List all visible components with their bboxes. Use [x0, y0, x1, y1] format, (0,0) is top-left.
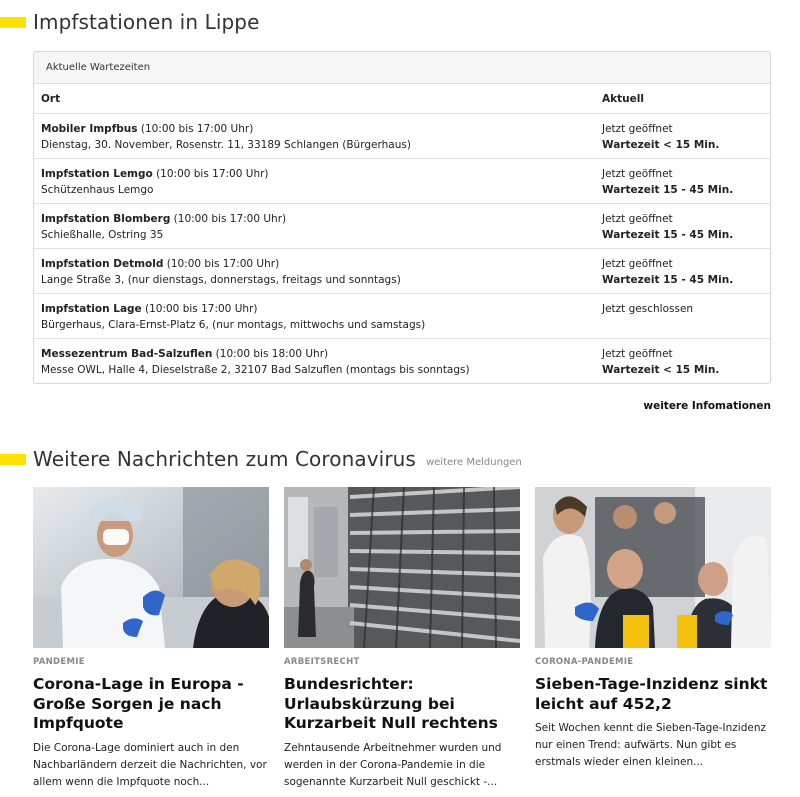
table-header-row: [34, 84, 770, 114]
further-info-link[interactable]: weitere Infomationen: [643, 400, 771, 412]
table-row: [34, 159, 770, 204]
station-wait: Wartezeit < 15 Min.: [602, 364, 720, 376]
accent-bar: [0, 454, 26, 465]
station-wait: Wartezeit 15 - 45 Min.: [602, 229, 734, 241]
news-headline[interactable]: Corona-Lage in Europa - Große Sorgen je nach Impfquote: [33, 675, 244, 732]
station-status: Jetzt geöffnet: [602, 213, 673, 225]
column-header-ort: Ort: [41, 93, 61, 105]
station-status: Jetzt geöffnet: [602, 123, 673, 135]
station-status: Jetzt geöffnet: [602, 258, 673, 270]
news-category: CORONA-PANDEMIE: [535, 657, 634, 667]
section-title: Impfstationen in Lippe: [33, 10, 260, 34]
station-address: Dienstag, 30. November, Rosenstr. 11, 33189 Schlangen (Bürgerhaus): [41, 139, 411, 151]
news-teaser: Die Corona-Lage dominiert auch in den Nachbarländern derzeit die Nachrichten, vor allem wenn die Impfquote noch...: [33, 741, 267, 788]
table-row: [34, 204, 770, 249]
station-address: Messe OWL, Halle 4, Dieselstraße 2, 32107 Bad Salzuflen (montags bis sonntags): [41, 364, 470, 376]
station-status: Jetzt geöffnet: [602, 348, 673, 360]
waiting-times-table: [33, 51, 771, 384]
news-card[interactable]: [535, 487, 771, 771]
section-heading-corona-news: [0, 444, 522, 474]
news-card[interactable]: [284, 487, 520, 791]
station-address: Schützenhaus Lemgo: [41, 184, 154, 196]
station-status: Jetzt geöffnet: [602, 168, 673, 180]
station-hours: (10:00 bis 17:00 Uhr): [141, 303, 258, 315]
news-image-testing[interactable]: [33, 487, 269, 648]
station-name: Mobiler Impfbus: [41, 123, 138, 135]
section-title: Weitere Nachrichten zum Coronavirus: [33, 447, 416, 471]
news-headline[interactable]: Sieben-Tage-Inzidenz sinkt leicht auf 452,2: [535, 675, 768, 713]
news-teaser: Seit Wochen kennt die Sieben-Tage-Inzidenz nur einen Trend: aufwärts. Nun gibt es erstmals wieder einen kleinen...: [535, 722, 767, 768]
station-address: Lange Straße 3, (nur dienstags, donnerstags, freitags und sonntags): [41, 274, 401, 286]
station-hours: (10:00 bis 17:00 Uhr): [163, 258, 280, 270]
station-name: Impfstation Blomberg: [41, 213, 171, 225]
table-row: [34, 114, 770, 159]
news-image-shutter[interactable]: [284, 487, 520, 648]
station-wait: Wartezeit 15 - 45 Min.: [602, 184, 734, 196]
table-row: [34, 249, 770, 294]
section-heading-impfstationen: [0, 7, 259, 37]
station-address: Schießhalle, Ostring 35: [41, 229, 164, 241]
table-row: [34, 294, 770, 339]
news-category: PANDEMIE: [33, 657, 85, 667]
station-name: Impfstation Detmold: [41, 258, 164, 270]
station-status: Jetzt geschlossen: [602, 303, 694, 315]
station-hours: (10:00 bis 17:00 Uhr): [137, 123, 254, 135]
news-teaser: Zehntausende Arbeitnehmer wurden und werden in der Corona-Pandemie in die sogenannte Kurzarbeit Null geschickt -...: [284, 741, 502, 788]
news-image-vaccination[interactable]: [535, 487, 771, 648]
news-category: ARBEITSRECHT: [284, 657, 360, 667]
station-wait: Wartezeit 15 - 45 Min.: [602, 274, 734, 286]
station-name: Impfstation Lemgo: [41, 168, 153, 180]
table-row: [34, 339, 770, 383]
news-card[interactable]: [33, 487, 269, 791]
station-hours: (10:00 bis 17:00 Uhr): [152, 168, 269, 180]
station-hours: (10:00 bis 17:00 Uhr): [170, 213, 287, 225]
station-wait: Wartezeit < 15 Min.: [602, 139, 720, 151]
station-name: Impfstation Lage: [41, 303, 142, 315]
station-name: Messezentrum Bad-Salzuflen: [41, 348, 213, 360]
more-news-link[interactable]: weitere Meldungen: [425, 456, 522, 468]
news-headline[interactable]: Bundesrichter: Urlaubskürzung bei Kurzarbeit Null rechtens: [284, 675, 498, 732]
accent-bar: [0, 17, 26, 28]
station-hours: (10:00 bis 18:00 Uhr): [212, 348, 329, 360]
table-caption: Aktuelle Wartezeiten: [34, 52, 770, 84]
column-header-aktuell: Aktuell: [602, 93, 644, 105]
station-address: Bürgerhaus, Clara-Ernst-Platz 6, (nur montags, mittwochs und samstags): [41, 319, 426, 331]
